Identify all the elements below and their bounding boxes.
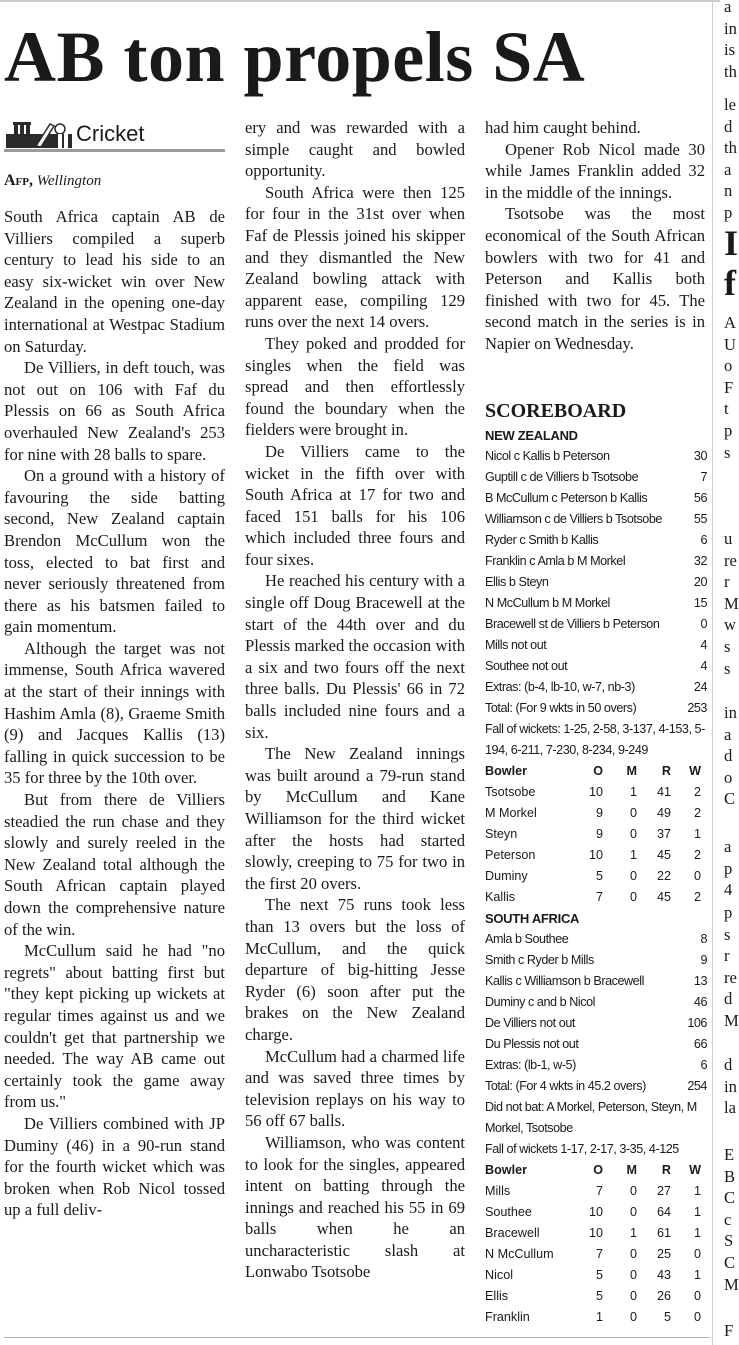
paragraph: De Villiers, in deft touch, was not out on 106 with Faf du Plessis on 66 as South Africa overhauled New Zealand's 253 for nine with 28 balls to spare. bbox=[4, 358, 225, 464]
fragment-line: re bbox=[724, 550, 737, 570]
bowling-row bbox=[485, 1286, 707, 1307]
bowling-figure: 61 bbox=[656, 1226, 671, 1240]
fragment-line: la bbox=[724, 1098, 736, 1118]
bowling-figure: 1 bbox=[629, 785, 637, 799]
sa-bowling-header bbox=[485, 1160, 707, 1181]
bowling-figure: 5 bbox=[595, 1268, 603, 1282]
fragment-line: in bbox=[724, 703, 737, 722]
bowling-figure: 25 bbox=[656, 1247, 671, 1261]
batsman-entry: Mills not out bbox=[485, 638, 547, 652]
runs-value: 253 bbox=[687, 701, 707, 715]
bowling-figure: 45 bbox=[656, 848, 671, 862]
bowling-row bbox=[485, 1181, 707, 1202]
bowling-figure: 1 bbox=[629, 848, 637, 862]
paragraph: The next 75 runs took less than 13 overs but the loss of McCullum, and the quick departure of big-hitting Jesse Ryder (6) soon after put the brakes on the New Zealand charge. bbox=[245, 895, 465, 1044]
bowling-figure: 41 bbox=[656, 785, 671, 799]
runs-value: 9 bbox=[700, 953, 707, 967]
batsman-entry: Southee not out bbox=[485, 659, 568, 673]
bowling-header-cell: M bbox=[626, 1163, 637, 1177]
fragment-line: a bbox=[724, 837, 732, 856]
bowling-row bbox=[485, 887, 707, 908]
bowling-figure: 1 bbox=[693, 1268, 701, 1282]
batting-row bbox=[485, 572, 707, 593]
sa-fall-of-wickets: Fall of wickets 1-17, 2-17, 3-35, 4-125 bbox=[485, 1142, 679, 1156]
fragment-line: p bbox=[724, 202, 733, 222]
paragraph-continued: ery and was rewarded with a simple caught and bowled opportunity. bbox=[245, 118, 465, 181]
bowling-figure: 0 bbox=[629, 1205, 637, 1219]
nz-heading: NEW ZEALAND bbox=[485, 428, 578, 443]
bowler-name: Peterson bbox=[485, 848, 536, 862]
bowling-header-cell: M bbox=[626, 764, 637, 778]
next-article-fragment bbox=[724, 1144, 739, 1295]
paragraph: Williamson, who was content to look for the singles, appeared intent on batting through the innings and reached his 55 in 69 balls when he an uncharacteristic slash at Lonwabo Tsotsobe bbox=[245, 1132, 465, 1282]
paragraph: The New Zealand innings was built around a 79-run stand by McCullum and Kane Williamson for the third wicket after the hosts had started slowly, creeping to 75 for two in the first 20 overs. bbox=[245, 744, 465, 893]
paragraph: McCullum had a charmed life and was saved three times by television replays on his way to 56 off 67 balls. bbox=[245, 1046, 465, 1131]
bowling-figure: 0 bbox=[629, 869, 637, 883]
next-article-fragment bbox=[724, 312, 736, 463]
bowler-name: Mills bbox=[485, 1184, 511, 1198]
bowling-figure: 0 bbox=[629, 1310, 637, 1324]
fragment-line: C bbox=[724, 1188, 736, 1208]
batsman-entry: Bracewell st de Villiers b Peterson bbox=[485, 617, 660, 631]
paragraph: He reached his century with a single off Doug Bracewell at the start of the 44th over and du Plessis marked the occasion with a six and two fours off the next three balls. Du Plessis' 66 in 72 balls included nine fours and a six. bbox=[245, 571, 465, 742]
fragment-line: w bbox=[724, 615, 736, 635]
nz-bowling-header bbox=[485, 761, 707, 782]
category-label: Cricket bbox=[76, 121, 145, 146]
runs-value: 32 bbox=[693, 554, 707, 568]
bowling-figure: 9 bbox=[595, 827, 603, 841]
batting-row bbox=[485, 467, 707, 488]
batsman-entry: B McCullum c Peterson b Kallis bbox=[485, 491, 648, 505]
fragment-line: r bbox=[724, 572, 730, 592]
sa-bowling bbox=[485, 1181, 707, 1328]
fragment-line: in bbox=[724, 1076, 737, 1096]
batsman-entry: Smith c Ryder b Mills bbox=[485, 953, 594, 967]
bowling-row bbox=[485, 782, 707, 803]
paragraph-continued: had him caught behind. bbox=[485, 118, 641, 137]
bowling-figure: 9 bbox=[595, 806, 603, 820]
bowling-header-cell: W bbox=[689, 1163, 701, 1177]
next-article-fragment bbox=[724, 902, 739, 1032]
article-column-2 bbox=[245, 117, 465, 1283]
cricket-icon bbox=[6, 120, 72, 148]
fragment-line: M bbox=[724, 1274, 739, 1294]
fragment-line: F bbox=[724, 377, 734, 397]
runs-value: 56 bbox=[693, 491, 707, 505]
paragraph: De Villiers combined with JP Duminy (46) in a 90-run stand for the fourth wicket which was broken when Rob Nicol tossed up a full deliv- bbox=[4, 1113, 225, 1220]
bowling-figure: 1 bbox=[595, 1310, 603, 1324]
paragraph: On a ground with a history of favouring the side batting second, New Zealand captain Brendon McCullum won the toss, elected to bat first and never seriously threatened from there as his batsmen failed to gain momentum. bbox=[4, 466, 225, 637]
runs-value: 254 bbox=[687, 1079, 707, 1093]
bowling-header-cell: Bowler bbox=[485, 1163, 527, 1177]
bowling-figure: 7 bbox=[595, 1184, 603, 1198]
bowling-figure: 0 bbox=[629, 890, 637, 904]
paragraph: But from there de Villiers steadied the run chase and they slowly and surely reeled in the New Zealand total although the South African captain played down the comprehensive nature of the win. bbox=[4, 790, 225, 939]
bowling-figure: 0 bbox=[629, 1247, 637, 1261]
runs-value: 20 bbox=[693, 575, 707, 589]
fragment-line: c bbox=[724, 1209, 732, 1229]
batsman-entry: Du Plessis not out bbox=[485, 1037, 579, 1051]
batsman-entry: Ryder c Smith b Kallis bbox=[485, 533, 599, 547]
batting-row bbox=[485, 635, 707, 656]
batting-row bbox=[485, 1034, 707, 1055]
runs-value: 55 bbox=[693, 512, 707, 526]
bowling-header-cell: R bbox=[661, 764, 671, 778]
bowling-header-cell: Bowler bbox=[485, 764, 527, 778]
bowling-figure: 1 bbox=[693, 1184, 701, 1198]
fragment-line: s bbox=[724, 442, 731, 462]
runs-value: 6 bbox=[700, 1058, 707, 1072]
bowling-row bbox=[485, 803, 707, 824]
runs-value: 66 bbox=[693, 1037, 707, 1051]
bowling-figure: 2 bbox=[693, 785, 701, 799]
bowling-figure: 26 bbox=[656, 1289, 671, 1303]
bowler-name: Bracewell bbox=[485, 1226, 540, 1240]
bowler-name: Ellis bbox=[485, 1289, 509, 1303]
bowling-figure: 45 bbox=[656, 890, 671, 904]
runs-value: 4 bbox=[700, 638, 707, 652]
fragment-line: s bbox=[724, 658, 731, 678]
batsman-entry: Extras: (b-4, lb-10, w-7, nb-3) bbox=[485, 680, 635, 694]
fragment-line: S bbox=[724, 1231, 734, 1251]
fragment-line: C bbox=[724, 789, 736, 809]
next-article-fragment: F bbox=[724, 1321, 734, 1340]
next-headline-fragment: I bbox=[724, 223, 739, 263]
article-column-3 bbox=[485, 117, 705, 355]
bowling-figure: 2 bbox=[693, 848, 701, 862]
bowling-row bbox=[485, 1307, 707, 1328]
fragment-line: 4 bbox=[724, 880, 733, 900]
fragment-line: re bbox=[724, 967, 737, 987]
bottom-rule bbox=[4, 1337, 710, 1338]
fragment-line: is bbox=[724, 40, 736, 60]
column-rule bbox=[712, 0, 713, 1345]
paragraph: De Villiers came to the wicket in the fifth over with South Africa at 17 for two and faced 151 balls for his 106 which included three fours and four sixes. bbox=[245, 441, 465, 569]
bowling-row bbox=[485, 1244, 707, 1265]
batsman-entry: Extras: (lb-1, w-5) bbox=[485, 1058, 576, 1072]
fragment-line: C bbox=[724, 1252, 736, 1272]
batting-row bbox=[485, 1076, 707, 1097]
bowling-figure: 5 bbox=[663, 1310, 671, 1324]
bowling-header-cell: O bbox=[593, 764, 603, 778]
paragraph: They poked and prodded for singles when the field was spread and then effortlessly found the boundary when the fielders were brought in. bbox=[245, 333, 465, 440]
runs-value: 6 bbox=[700, 533, 707, 547]
fragment-line: a bbox=[724, 0, 732, 16]
batsman-entry: Nicol c Kallis b Peterson bbox=[485, 449, 610, 463]
bowling-figure: 7 bbox=[595, 890, 603, 904]
fragment-line: le bbox=[724, 95, 736, 114]
fragment-line: a bbox=[724, 159, 732, 179]
bowling-figure: 2 bbox=[693, 890, 701, 904]
bowler-name: M Morkel bbox=[485, 806, 537, 820]
batting-row bbox=[485, 950, 707, 971]
bowling-figure: 0 bbox=[693, 1247, 701, 1261]
next-article-fragment bbox=[724, 702, 736, 810]
bowling-figure: 5 bbox=[595, 1289, 603, 1303]
bowling-figure: 0 bbox=[693, 1310, 701, 1324]
fragment-line: p bbox=[724, 858, 733, 878]
bowler-name: Southee bbox=[485, 1205, 532, 1219]
bowling-row bbox=[485, 1223, 707, 1244]
bowling-figure: 22 bbox=[656, 869, 671, 883]
top-rule bbox=[0, 0, 720, 2]
bowling-row bbox=[485, 845, 707, 866]
bowling-header-cell: O bbox=[593, 1163, 603, 1177]
bowling-figure: 10 bbox=[588, 848, 603, 862]
runs-value: 4 bbox=[700, 659, 707, 673]
paragraph: Tsotsobe was the most economical of the South African bowlers with two for 41 and Peterson and Kallis both finished with two for 45. The second match in the series is in Napier on Wednesday. bbox=[485, 204, 705, 353]
batting-row bbox=[485, 656, 707, 677]
bowling-figure: 10 bbox=[588, 785, 603, 799]
fragment-line: th bbox=[724, 61, 737, 81]
batting-row bbox=[485, 446, 707, 467]
next-article-fragment bbox=[724, 1054, 736, 1119]
category-banner bbox=[4, 116, 225, 152]
bowling-figure: 49 bbox=[656, 806, 671, 820]
next-article-fragment bbox=[724, 0, 736, 82]
bowling-row bbox=[485, 1202, 707, 1223]
bowling-figure: 43 bbox=[656, 1268, 671, 1282]
batsman-entry: Total: (For 4 wkts in 45.2 overs) bbox=[485, 1079, 646, 1093]
next-article-fragment bbox=[724, 836, 736, 901]
bowler-name: Tsotsobe bbox=[485, 785, 536, 799]
batsman-entry: Total: (For 9 wkts in 50 overs) bbox=[485, 701, 637, 715]
bowling-figure: 0 bbox=[693, 869, 701, 883]
bowling-header-cell: R bbox=[661, 1163, 671, 1177]
bowler-name: Duminy bbox=[485, 869, 528, 883]
batsman-entry: N McCullum b M Morkel bbox=[485, 596, 610, 610]
fragment-line: B bbox=[724, 1166, 736, 1186]
batting-row bbox=[485, 509, 707, 530]
bowler-name: Steyn bbox=[485, 827, 518, 841]
bowling-figure: 0 bbox=[693, 1289, 701, 1303]
fragment-line: u bbox=[724, 529, 733, 548]
bowling-figure: 1 bbox=[693, 1226, 701, 1240]
batsman-entry: Kallis c Williamson b Bracewell bbox=[485, 974, 644, 988]
article-column-1 bbox=[4, 206, 225, 1221]
fragment-line: th bbox=[724, 138, 737, 158]
batting-row bbox=[485, 677, 707, 698]
bowling-figure: 10 bbox=[588, 1205, 603, 1219]
fragment-line: M bbox=[724, 1010, 739, 1030]
batting-row bbox=[485, 698, 707, 719]
bowling-figure: 2 bbox=[693, 806, 701, 820]
batting-row bbox=[485, 551, 707, 572]
fragment-line: U bbox=[724, 334, 736, 354]
paragraph: McCullum said he had "no regrets" about batting first but "they kept picking up wickets at regular times against us and we couldn't get that partnership we needed. The way AB came out certainly took the game away from us." bbox=[4, 941, 225, 1112]
batting-row bbox=[485, 488, 707, 509]
next-article-fragment bbox=[724, 94, 736, 224]
batting-row bbox=[485, 530, 707, 551]
category-rule bbox=[4, 149, 225, 152]
scoreboard bbox=[485, 425, 707, 1328]
bowler-name: Nicol bbox=[485, 1268, 513, 1282]
bowler-name: Kallis bbox=[485, 890, 516, 904]
nz-bowling bbox=[485, 782, 707, 908]
next-headline-fragment: f bbox=[724, 263, 736, 303]
fragment-line: d bbox=[724, 116, 733, 136]
bowler-name: Franklin bbox=[485, 1310, 530, 1324]
bowling-figure: 64 bbox=[656, 1205, 671, 1219]
runs-value: 15 bbox=[693, 596, 707, 610]
bowling-figure: 0 bbox=[629, 1268, 637, 1282]
fragment-line: d bbox=[724, 746, 733, 766]
runs-value: 13 bbox=[693, 974, 707, 988]
runs-value: 7 bbox=[700, 470, 707, 484]
fragment-line: A bbox=[724, 313, 736, 332]
fragment-line: n bbox=[724, 181, 733, 201]
bowling-figure: 0 bbox=[629, 806, 637, 820]
fragment-line: p bbox=[724, 420, 733, 440]
batting-row bbox=[485, 614, 707, 635]
batsman-entry: Guptill c de Villiers b Tsotsobe bbox=[485, 470, 639, 484]
nz-fall-of-wickets: Fall of wickets: 1-25, 2-58, 3-137, 4-153, 5-194, 6-211, 7-230, 8-234, 9-249 bbox=[485, 722, 705, 757]
batting-row bbox=[485, 593, 707, 614]
bowler-name: N McCullum bbox=[485, 1247, 554, 1261]
batsman-entry: Franklin c Amla b M Morkel bbox=[485, 554, 626, 568]
batsman-entry: Williamson c de Villiers b Tsotsobe bbox=[485, 512, 662, 526]
paragraph: South Africa were then 125 for four in the 31st over when Faf de Plessis joined his skipper and they dismantled the New Zealand bowling attack with apparent ease, compiling 129 runs over the next 14 overs. bbox=[245, 182, 465, 332]
batting-row bbox=[485, 1013, 707, 1034]
fragment-line: o bbox=[724, 356, 733, 376]
byline bbox=[4, 172, 225, 190]
sa-did-not-bat: Did not bat: A Morkel, Peterson, Steyn, M Morkel, Tsotsobe bbox=[485, 1100, 697, 1135]
nz-batting bbox=[485, 446, 707, 719]
fragment-line: E bbox=[724, 1145, 735, 1164]
bowling-figure: 5 bbox=[595, 869, 603, 883]
runs-value: 0 bbox=[700, 617, 707, 631]
bowling-row bbox=[485, 1265, 707, 1286]
paragraph: Although the target was not immense, South Africa wavered at the start of their innings with Hashim Amla (8), Graeme Smith (9) and Jacques Kallis (13) falling in quick succession to be 35 for three by the 10th over. bbox=[4, 638, 225, 788]
fragment-line: p bbox=[724, 903, 733, 922]
batsman-entry: Duminy c and b Nicol bbox=[485, 995, 595, 1009]
bowling-figure: 7 bbox=[595, 1247, 603, 1261]
bowling-header-cell: W bbox=[689, 764, 701, 778]
scoreboard-title: SCOREBOARD bbox=[485, 400, 627, 422]
runs-value: 30 bbox=[693, 449, 707, 463]
batsman-entry: Amla b Southee bbox=[485, 932, 569, 946]
fragment-line: d bbox=[724, 1055, 733, 1074]
bowling-figure: 10 bbox=[588, 1226, 603, 1240]
fragment-line: d bbox=[724, 989, 733, 1009]
fragment-line: a bbox=[724, 724, 732, 744]
byline-place: Wellington bbox=[36, 173, 102, 189]
runs-value: 8 bbox=[700, 932, 707, 946]
batting-row bbox=[485, 1055, 707, 1076]
bowling-figure: 1 bbox=[693, 827, 701, 841]
paragraph: Opener Rob Nicol made 30 while James Franklin added 32 in the middle of the innings. bbox=[485, 139, 705, 202]
bowling-figure: 0 bbox=[629, 827, 637, 841]
fragment-line: s bbox=[724, 636, 731, 656]
bowling-figure: 1 bbox=[629, 1226, 637, 1240]
fragment-line: r bbox=[724, 946, 730, 966]
headline: AB ton propels SA bbox=[4, 17, 586, 97]
bowling-figure: 37 bbox=[656, 827, 671, 841]
batsman-entry: Ellis b Steyn bbox=[485, 575, 549, 589]
fragment-line: o bbox=[724, 767, 733, 787]
fragment-line: t bbox=[724, 399, 729, 419]
bowling-figure: 27 bbox=[656, 1184, 671, 1198]
fragment-line: s bbox=[724, 924, 731, 944]
bowling-row bbox=[485, 866, 707, 887]
runs-value: 46 bbox=[693, 995, 707, 1009]
next-article-fragment bbox=[724, 528, 739, 679]
batsman-entry: De Villiers not out bbox=[485, 1016, 575, 1030]
sa-heading: SOUTH AFRICA bbox=[485, 911, 580, 926]
bowling-figure: 0 bbox=[629, 1289, 637, 1303]
batting-row bbox=[485, 971, 707, 992]
runs-value: 24 bbox=[693, 680, 707, 694]
runs-value: 106 bbox=[687, 1016, 707, 1030]
byline-agency: Afp, bbox=[4, 172, 33, 189]
fragment-line: in bbox=[724, 18, 737, 38]
batting-row bbox=[485, 929, 707, 950]
sa-batting bbox=[485, 929, 707, 1097]
bowling-figure: 0 bbox=[629, 1184, 637, 1198]
batting-row bbox=[485, 992, 707, 1013]
bowling-figure: 1 bbox=[693, 1205, 701, 1219]
paragraph: South Africa captain AB de Villiers compiled a superb century to lead his side to an easy six-wicket win over New Zealand in the opening one-day international at Westpac Stadium on Saturday. bbox=[4, 207, 225, 356]
fragment-line: M bbox=[724, 593, 739, 613]
bowling-row bbox=[485, 824, 707, 845]
